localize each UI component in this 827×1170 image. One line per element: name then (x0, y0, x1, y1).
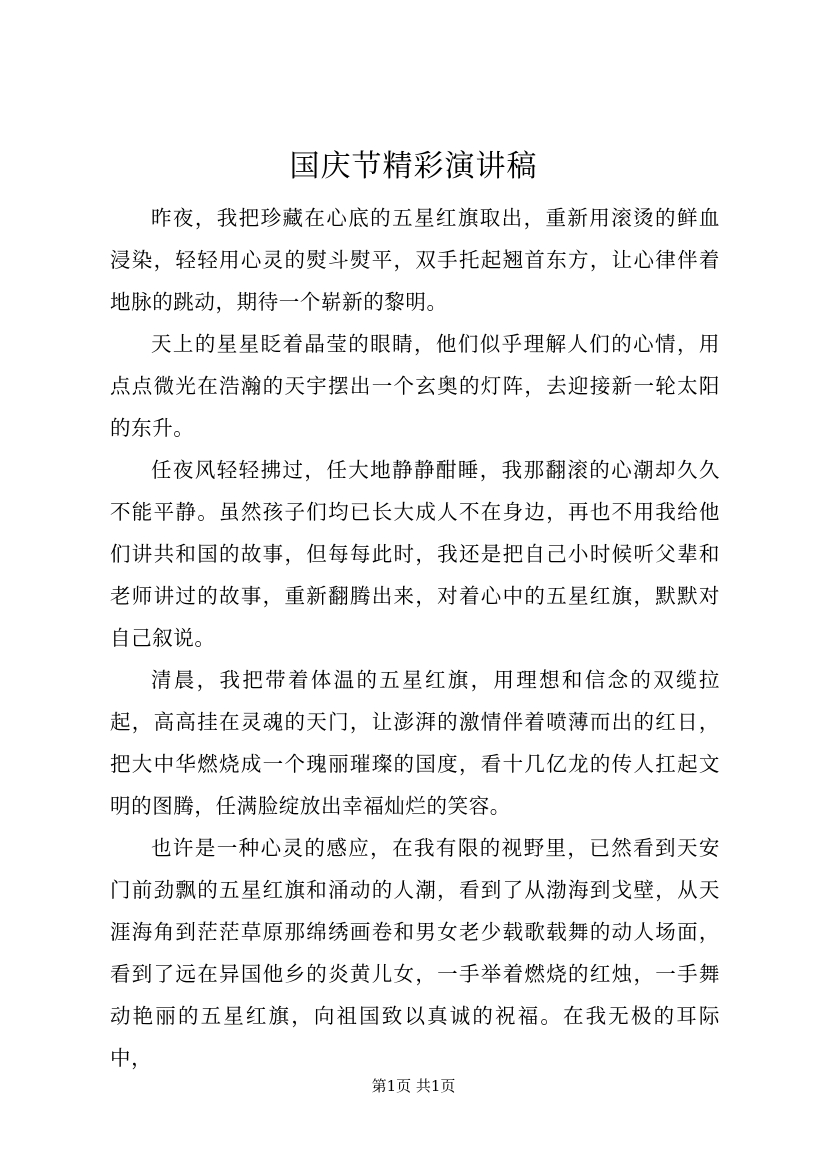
paragraph-1: 昨夜，我把珍藏在心底的五星红旗取出，重新用滚烫的鲜血浸染，轻轻用心灵的熨斗熨平，双手托起翘首东方，让心律伴着地脉的跳动，期待一个崭新的黎明。 (110, 206, 720, 314)
page-footer: 第1页 共1页 (371, 1077, 456, 1095)
document-title: 国庆节精彩演讲稿 (289, 149, 538, 184)
paragraph-4: 清晨，我把带着体温的五星红旗，用理想和信念的双缆拉起，高高挂在灵魂的天门，让澎湃的激情伴着喷薄而出的红日，把大中华燃烧成一个瑰丽璀璨的国度，看十几亿龙的传人扛起文明的图腾，任满脸绽放出幸福灿烂的笑容。 (110, 668, 720, 818)
paragraph-5: 也许是一种心灵的感应，在我有限的视野里，已然看到天安门前劲飘的五星红旗和涌动的人潮，看到了从渤海到戈壁，从天涯海角到茫茫草原那绵绣画卷和男女老少载歌载舞的动人场面，看到了远在异国他乡的炎黄儿女，一手举着燃烧的红烛，一手舞动艳丽的五星红旗，向祖国致以真诚的祝福。在我无极的耳际中， (110, 836, 720, 1070)
paragraph-3: 任夜风轻轻拂过，任大地静静酣睡，我那翻滚的心潮却久久不能平静。虽然孩子们均已长大成人不在身边，再也不用我给他们讲共和国的故事，但每每此时，我还是把自己小时候听父辈和老师讲过的故事，重新翻腾出来，对着心中的五星红旗，默默对自己叙说。 (110, 458, 720, 650)
paragraph-2: 天上的星星眨着晶莹的眼睛，他们似乎理解人们的心情，用点点微光在浩瀚的天宇摆出一个玄奥的灯阵，去迎接新一轮太阳的东升。 (110, 332, 720, 440)
document-body (110, 197, 720, 1079)
